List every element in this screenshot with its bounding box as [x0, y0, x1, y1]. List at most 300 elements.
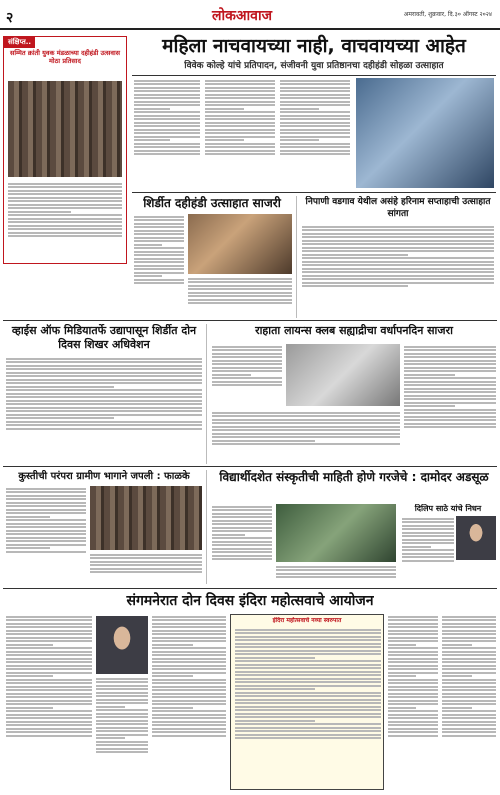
- text-line: [6, 421, 202, 423]
- text-line: [6, 679, 92, 681]
- shirdi-dahihandi-photo: [188, 214, 292, 274]
- indira-gandhi-portrait: [96, 616, 148, 674]
- text-line: [152, 679, 226, 681]
- text-line: [205, 143, 275, 145]
- text-line: [402, 518, 454, 520]
- text-line: [205, 87, 275, 89]
- text-line: [134, 272, 184, 274]
- text-line: [8, 211, 71, 213]
- text-line: [205, 83, 275, 85]
- text-line: [212, 551, 272, 553]
- text-line: [90, 571, 202, 573]
- brand-logo: लोकआवाज: [212, 8, 272, 24]
- text-line: [6, 368, 202, 370]
- text-line: [134, 279, 184, 281]
- text-line: [280, 139, 319, 141]
- text-line: [134, 233, 184, 235]
- text-line: [134, 282, 184, 284]
- text-line: [235, 716, 381, 718]
- text-line: [152, 717, 226, 719]
- text-line: [388, 654, 438, 656]
- text-line: [280, 111, 350, 113]
- text-line: [152, 735, 226, 737]
- text-line: [280, 101, 350, 103]
- text-line: [152, 700, 226, 702]
- text-line: [188, 281, 292, 283]
- text-line: [152, 626, 226, 628]
- text-line: [134, 122, 200, 124]
- text-line: [152, 665, 226, 667]
- text-line: [134, 87, 200, 89]
- text-line: [212, 353, 282, 355]
- lead-photo: [356, 78, 494, 188]
- text-line: [8, 235, 122, 237]
- text-line: [212, 422, 400, 424]
- text-line: [388, 700, 438, 702]
- brief-tag: संक्षिप्त..: [4, 37, 35, 48]
- text-line: [302, 261, 494, 263]
- text-line: [212, 367, 282, 369]
- text-line: [276, 573, 396, 575]
- text-line: [302, 285, 408, 287]
- text-line: [188, 295, 292, 297]
- text-line: [134, 268, 184, 270]
- text-line: [212, 523, 272, 525]
- text-line: [152, 724, 226, 726]
- text-line: [6, 530, 86, 532]
- text-line: [6, 505, 86, 507]
- text-line: [212, 349, 282, 351]
- brief-body: [8, 181, 122, 261]
- text-line: [205, 132, 275, 134]
- text-line: [212, 537, 272, 539]
- text-line: [6, 382, 202, 384]
- text-line: [235, 727, 381, 729]
- text-line: [235, 632, 381, 634]
- text-line: [96, 734, 148, 736]
- text-line: [6, 728, 92, 730]
- text-line: [402, 549, 454, 551]
- text-line: [134, 118, 200, 120]
- text-line: [96, 716, 148, 718]
- text-line: [388, 696, 438, 698]
- text-line: [302, 254, 408, 256]
- text-line: [235, 713, 381, 715]
- text-line: [212, 440, 315, 442]
- lead-headline: महिला नाचवायच्या नाही, वाचवायच्या आहेत: [162, 35, 466, 57]
- text-line: [96, 688, 148, 690]
- text-line: [402, 542, 454, 544]
- text-line: [152, 696, 226, 698]
- text-line: [6, 633, 92, 635]
- text-line: [442, 689, 496, 691]
- text-line: [442, 665, 496, 667]
- text-line: [404, 426, 496, 428]
- lead-body-col-1: [134, 78, 200, 188]
- text-line: [302, 275, 494, 277]
- text-line: [302, 271, 494, 273]
- text-line: [442, 728, 496, 730]
- text-line: [402, 539, 454, 541]
- text-line: [152, 661, 226, 663]
- text-line: [90, 564, 202, 566]
- text-line: [388, 633, 438, 635]
- text-line: [6, 417, 114, 419]
- text-line: [134, 125, 200, 127]
- text-line: [152, 637, 226, 639]
- text-line: [205, 101, 275, 103]
- text-line: [388, 731, 438, 733]
- rahata-body-3: [212, 410, 400, 464]
- text-line: [152, 651, 226, 653]
- text-line: [388, 675, 416, 677]
- text-line: [404, 409, 496, 411]
- text-line: [404, 412, 496, 414]
- text-line: [235, 678, 381, 680]
- text-line: [388, 630, 438, 632]
- text-line: [388, 707, 416, 709]
- text-line: [404, 423, 496, 425]
- text-line: [6, 502, 86, 504]
- text-line: [134, 146, 200, 148]
- text-line: [404, 395, 496, 397]
- text-line: [280, 125, 350, 127]
- text-line: [212, 541, 272, 543]
- text-line: [404, 374, 455, 376]
- text-line: [404, 402, 496, 404]
- text-line: [212, 530, 272, 532]
- text-line: [235, 671, 381, 673]
- text-line: [6, 700, 92, 702]
- text-line: [152, 616, 226, 618]
- text-line: [134, 244, 162, 246]
- text-line: [8, 228, 122, 230]
- text-line: [152, 682, 226, 684]
- text-line: [442, 672, 496, 674]
- text-line: [388, 679, 438, 681]
- text-line: [280, 97, 350, 99]
- text-line: [235, 720, 315, 722]
- text-line: [6, 619, 92, 621]
- text-line: [388, 703, 438, 705]
- text-line: [6, 721, 92, 723]
- text-line: [442, 661, 496, 663]
- text-line: [235, 709, 381, 711]
- text-line: [212, 356, 282, 358]
- text-line: [402, 532, 454, 534]
- text-line: [90, 561, 202, 563]
- text-line: [96, 748, 148, 750]
- text-line: [388, 626, 438, 628]
- text-line: [280, 136, 350, 138]
- text-line: [235, 702, 381, 704]
- text-line: [205, 115, 275, 117]
- text-line: [404, 377, 496, 379]
- text-line: [442, 658, 496, 660]
- text-line: [280, 143, 350, 145]
- text-line: [280, 150, 350, 152]
- text-line: [212, 377, 282, 379]
- text-line: [6, 654, 92, 656]
- text-line: [442, 721, 496, 723]
- text-line: [134, 132, 200, 134]
- text-line: [442, 619, 496, 621]
- vidyarthi-body-2: [276, 564, 396, 584]
- text-line: [90, 554, 202, 556]
- text-line: [404, 367, 496, 369]
- text-line: [6, 365, 202, 367]
- rahata-body-2: [404, 344, 496, 464]
- bottom-body-col-3: [152, 614, 226, 790]
- text-line: [442, 693, 496, 695]
- text-line: [235, 667, 381, 669]
- text-line: [388, 661, 438, 663]
- text-line: [6, 724, 92, 726]
- text-line: [442, 707, 472, 709]
- text-line: [388, 689, 438, 691]
- text-line: [442, 644, 472, 646]
- text-line: [6, 693, 92, 695]
- text-line: [280, 153, 350, 155]
- text-line: [6, 544, 86, 546]
- text-line: [152, 668, 226, 670]
- text-line: [212, 426, 400, 428]
- text-line: [205, 153, 275, 155]
- text-line: [8, 232, 122, 234]
- text-line: [8, 186, 122, 188]
- text-line: [402, 556, 454, 558]
- text-line: [134, 230, 184, 232]
- text-line: [152, 619, 226, 621]
- text-line: [6, 498, 86, 500]
- text-line: [8, 207, 122, 209]
- text-line: [6, 393, 202, 395]
- text-line: [235, 639, 381, 641]
- vidyarthi-body: [212, 504, 272, 584]
- text-line: [6, 424, 202, 426]
- text-line: [6, 626, 92, 628]
- text-line: [404, 353, 496, 355]
- text-line: [280, 115, 350, 117]
- text-line: [235, 660, 381, 662]
- text-line: [134, 153, 200, 155]
- text-line: [6, 686, 92, 688]
- text-line: [302, 247, 494, 249]
- text-line: [235, 692, 381, 694]
- text-line: [8, 218, 122, 220]
- text-line: [8, 183, 122, 185]
- text-line: [442, 731, 496, 733]
- text-line: [96, 713, 148, 715]
- nipani-body: [302, 224, 494, 316]
- text-line: [8, 204, 122, 206]
- text-line: [388, 735, 438, 737]
- text-line: [388, 721, 438, 723]
- text-line: [8, 200, 122, 202]
- text-line: [152, 721, 226, 723]
- text-line: [404, 388, 496, 390]
- text-line: [152, 658, 226, 660]
- text-line: [388, 637, 438, 639]
- text-line: [235, 650, 381, 652]
- text-line: [442, 626, 496, 628]
- text-line: [152, 647, 226, 649]
- text-line: [212, 516, 272, 518]
- text-line: [302, 226, 494, 228]
- text-line: [6, 410, 202, 412]
- text-line: [442, 703, 496, 705]
- text-line: [404, 381, 496, 383]
- text-line: [134, 216, 184, 218]
- text-line: [134, 83, 200, 85]
- festival-notice-box: [230, 614, 384, 790]
- text-line: [388, 640, 438, 642]
- text-line: [404, 416, 496, 418]
- text-line: [96, 685, 148, 687]
- text-line: [152, 693, 226, 695]
- text-line: [212, 419, 400, 421]
- text-line: [96, 751, 148, 753]
- lead-body-col-2: [205, 78, 275, 188]
- obituary-headline: दिलिप साठे यांचे निधन: [414, 504, 482, 513]
- text-line: [404, 363, 496, 365]
- text-line: [388, 619, 438, 621]
- bottom-body-col-5: [442, 614, 496, 790]
- brief-photo: [8, 81, 122, 177]
- text-line: [280, 132, 350, 134]
- text-line: [6, 526, 86, 528]
- text-line: [6, 682, 92, 684]
- text-line: [152, 640, 226, 642]
- text-line: [212, 370, 282, 372]
- text-line: [6, 375, 202, 377]
- text-line: [6, 703, 92, 705]
- text-line: [134, 251, 184, 253]
- text-line: [442, 675, 472, 677]
- festival-notice-title: इंदिरा महोत्सवाचे नव्या स्वरुपात: [272, 617, 342, 624]
- text-line: [212, 513, 272, 515]
- text-line: [442, 686, 496, 688]
- text-line: [388, 665, 438, 667]
- text-line: [90, 557, 202, 559]
- text-line: [6, 647, 92, 649]
- shirdi-dahihandi-headline: शिर्डीत दहीहंडी उत्साहात साजरी: [143, 196, 281, 210]
- vidyarthi-headline: विद्यार्थीदशेत संस्कृतीची माहिती होणे गरजेचे : दामोदर अडसूळ: [219, 470, 489, 484]
- text-line: [388, 658, 438, 660]
- text-line: [235, 629, 381, 631]
- text-line: [402, 546, 431, 548]
- text-line: [212, 429, 400, 431]
- text-line: [8, 197, 122, 199]
- text-line: [205, 104, 275, 106]
- text-line: [6, 735, 92, 737]
- text-line: [134, 129, 200, 131]
- text-line: [6, 661, 92, 663]
- text-line: [302, 233, 494, 235]
- text-line: [212, 381, 282, 383]
- text-line: [8, 193, 122, 195]
- text-line: [276, 576, 396, 578]
- text-line: [404, 398, 496, 400]
- text-line: [388, 623, 438, 625]
- text-line: [6, 533, 86, 535]
- text-line: [134, 219, 184, 221]
- text-line: [442, 717, 496, 719]
- text-line: [96, 678, 148, 680]
- festival-notice-body: [235, 627, 381, 787]
- text-line: [402, 560, 454, 562]
- text-line: [6, 623, 92, 625]
- text-line: [152, 644, 193, 646]
- text-line: [235, 646, 381, 648]
- text-line: [152, 686, 226, 688]
- text-line: [212, 374, 251, 376]
- text-line: [96, 706, 125, 708]
- text-line: [404, 419, 496, 421]
- text-line: [188, 299, 292, 301]
- text-line: [212, 527, 272, 529]
- text-line: [205, 111, 275, 113]
- text-line: [280, 146, 350, 148]
- text-line: [6, 675, 53, 677]
- text-line: [96, 720, 148, 722]
- text-line: [134, 108, 170, 110]
- text-line: [152, 630, 226, 632]
- text-line: [388, 686, 438, 688]
- text-line: [280, 122, 350, 124]
- text-line: [188, 292, 292, 294]
- text-line: [402, 521, 454, 523]
- text-line: [235, 657, 315, 659]
- text-line: [6, 379, 202, 381]
- text-line: [134, 258, 184, 260]
- text-line: [6, 640, 92, 642]
- text-line: [96, 723, 148, 725]
- text-line: [152, 633, 226, 635]
- text-line: [235, 664, 381, 666]
- text-line: [152, 707, 193, 709]
- text-line: [96, 709, 148, 711]
- text-line: [235, 695, 381, 697]
- text-line: [96, 741, 148, 743]
- kusti-photo: [90, 486, 202, 550]
- text-line: [6, 630, 92, 632]
- text-line: [302, 250, 494, 252]
- vidyarthi-photo: [276, 504, 396, 562]
- text-line: [152, 654, 226, 656]
- text-line: [6, 651, 92, 653]
- text-line: [6, 717, 92, 719]
- text-line: [205, 129, 275, 131]
- lead-body-col-3: [280, 78, 350, 188]
- text-line: [302, 282, 494, 284]
- text-line: [302, 243, 494, 245]
- text-line: [8, 190, 122, 192]
- text-line: [442, 714, 496, 716]
- text-line: [134, 104, 200, 106]
- vice-of-media-body: [6, 356, 202, 464]
- text-line: [152, 710, 226, 712]
- text-line: [205, 94, 275, 96]
- text-line: [235, 730, 381, 732]
- text-line: [6, 519, 86, 521]
- text-line: [6, 396, 202, 398]
- text-line: [205, 108, 244, 110]
- text-line: [205, 136, 275, 138]
- text-line: [442, 654, 496, 656]
- text-line: [280, 104, 350, 106]
- text-line: [6, 731, 92, 733]
